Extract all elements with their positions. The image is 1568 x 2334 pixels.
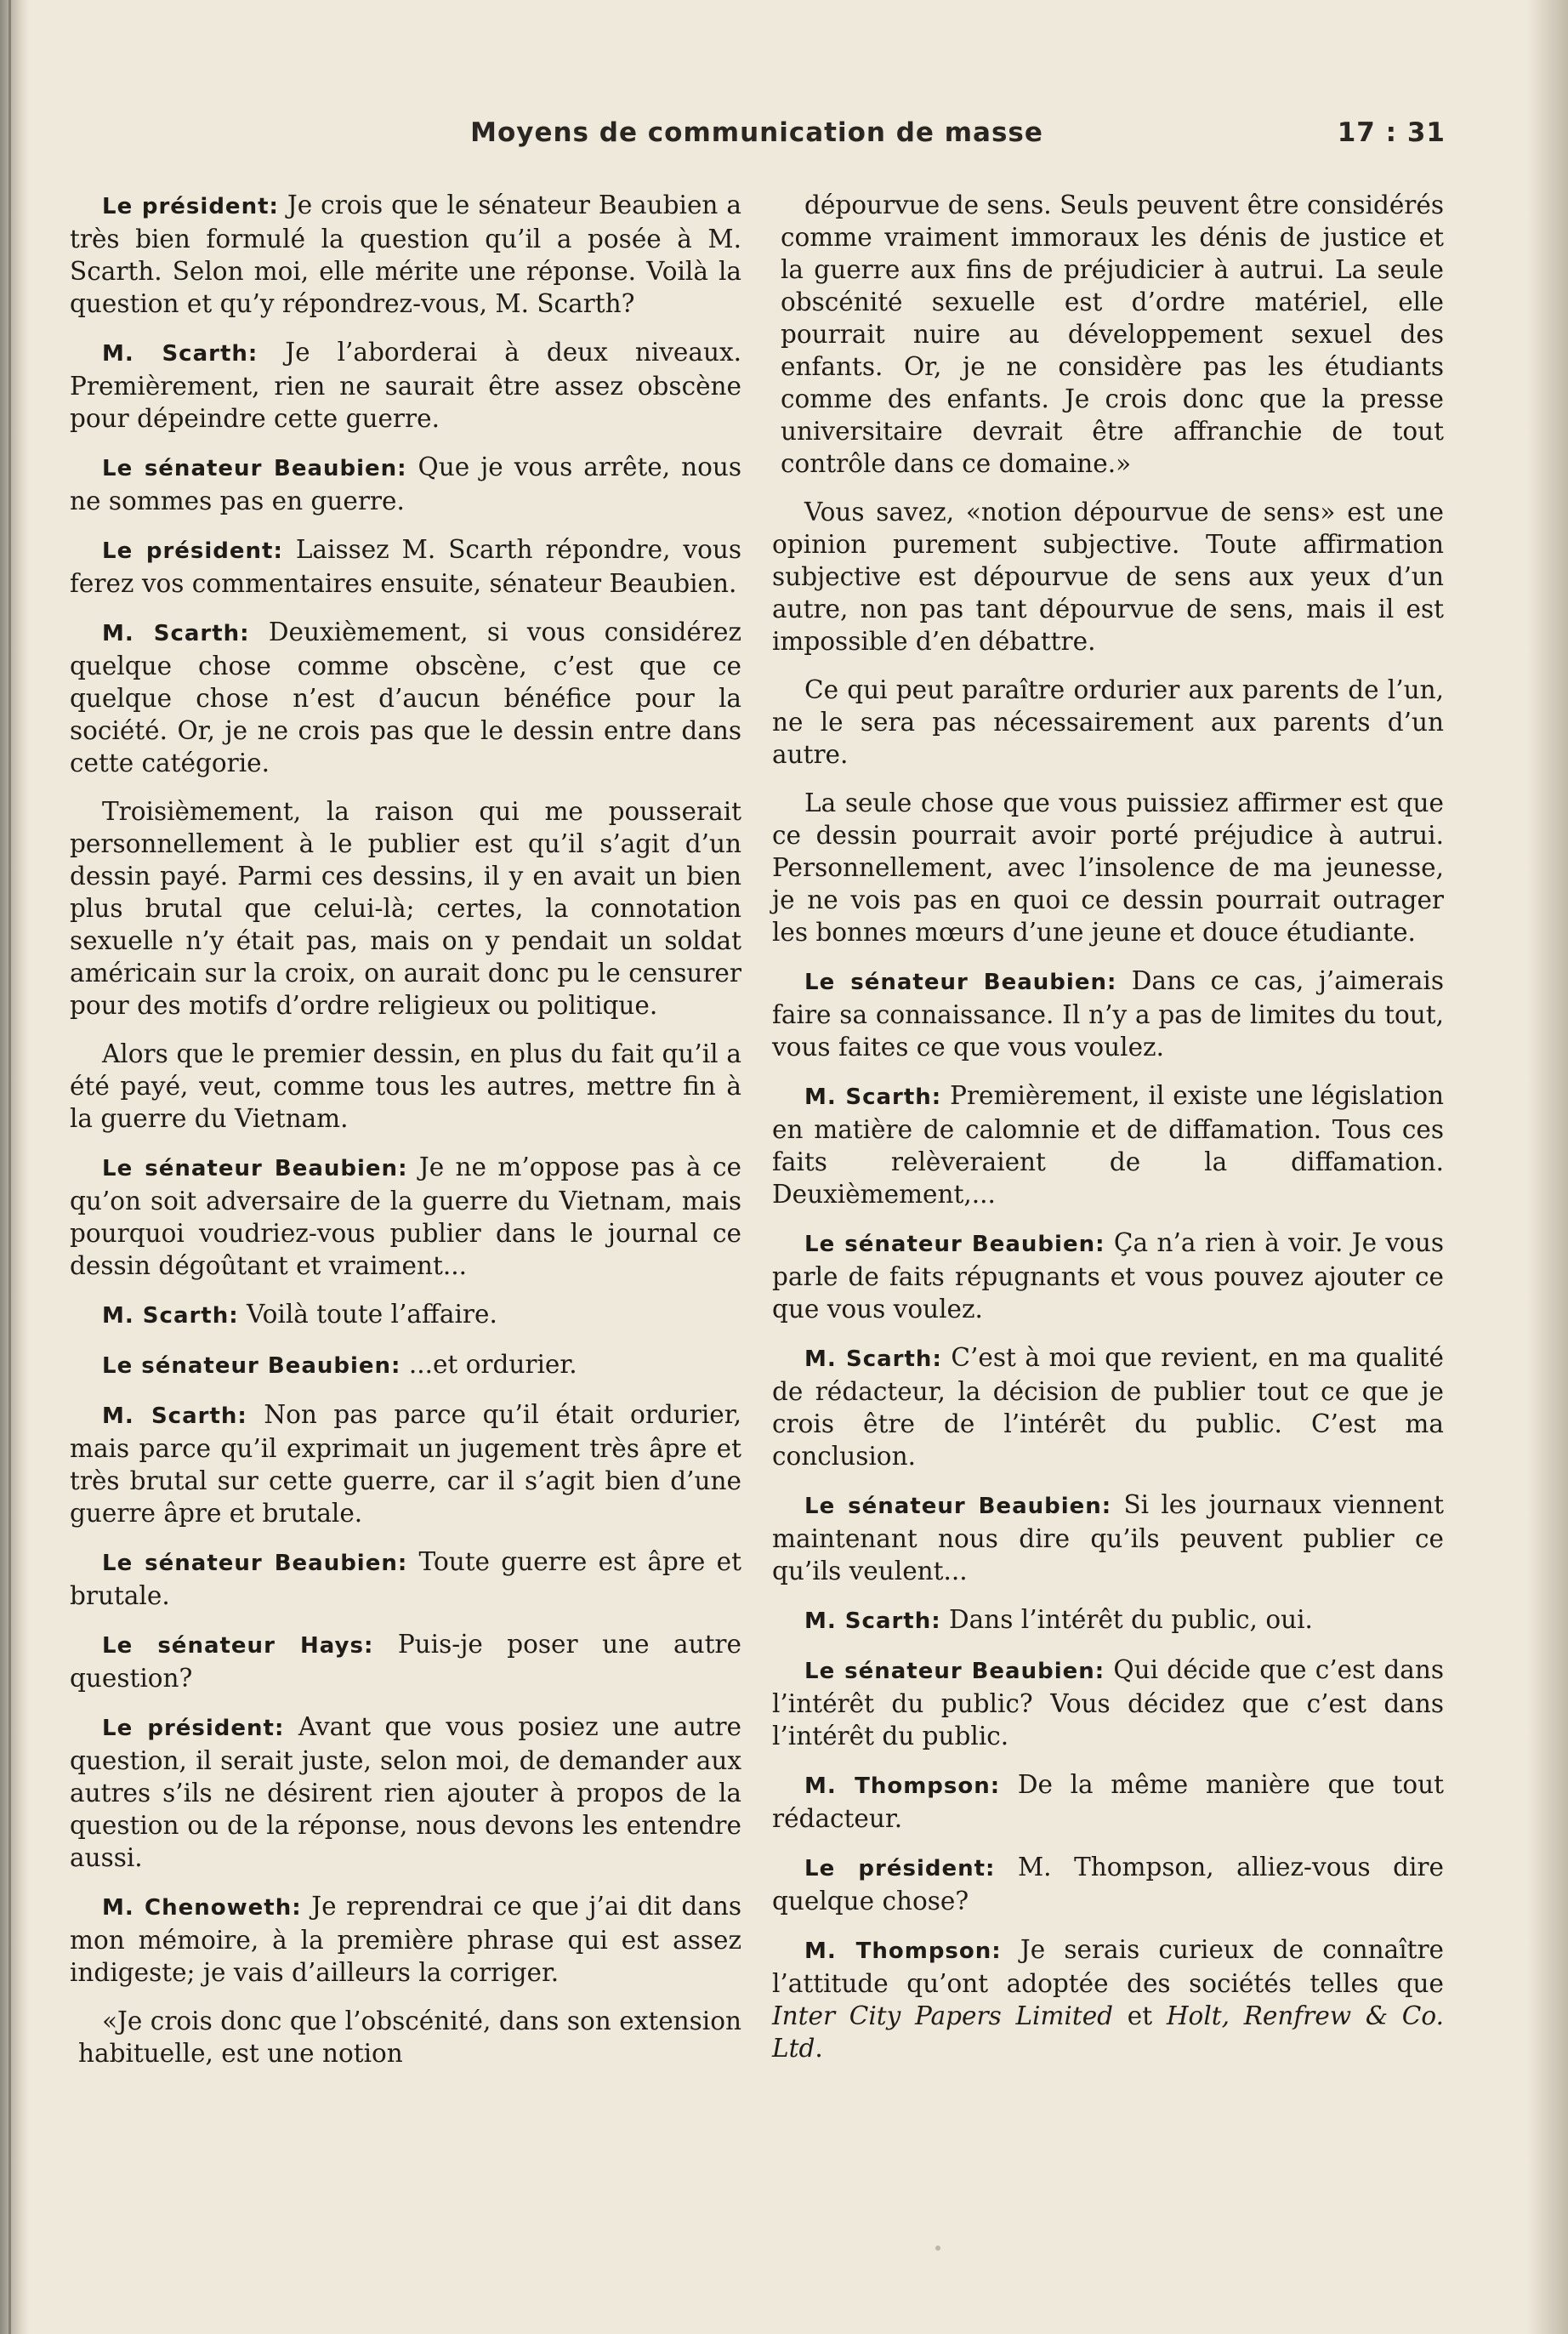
paragraph-text: Je crois que le sénateur Beaubien a très bien formulé la question qu’il a posée à M. Scarth. Selon moi, elle mérite une réponse. Voilà la question et qu’y répondrez-vous, M. Scarth? — [70, 191, 741, 318]
header-title: Moyens de communication de masse — [470, 117, 1043, 148]
paragraph-text: Je ne m’oppose pas à ce qu’on soit adversaire de la guerre du Vietnam, mais pourquoi voudriez-vous publier dans le journal ce dessin dégoûtant et vraiment... — [70, 1153, 741, 1280]
dialogue-paragraph — [70, 336, 741, 435]
dialogue-paragraph — [70, 1628, 741, 1694]
paragraph-text: ...et ordurier. — [401, 1350, 577, 1379]
paragraph-text: Dans l’intérêt du public, oui. — [940, 1605, 1313, 1634]
company-name: Holt, Renfrew & Co. Ltd — [772, 2001, 1444, 2063]
paragraph-text: Troisièmement, la raison qui me pousserait personnellement à le publier est qu’il s’agit d’un dessin payé. Parmi ces dessins, il y en avait un bien plus brutal que celui-là; certes, la connotation sexuelle n’y était pas, mais on y pendait un soldat américain sur la croix, on aurait donc pu le censurer pour des motifs d’ordre religieux ou politique. — [70, 797, 741, 1020]
speaker-label: Le sénateur Beaubien: — [804, 1494, 1112, 1519]
paragraph-text: M. Thompson, alliez-vous dire quelque chose? — [772, 1853, 1444, 1916]
speaker-label: Le président: — [804, 1856, 996, 1881]
speaker-label: M. Scarth: — [102, 1403, 247, 1429]
paragraph-text: Non pas parce qu’il était ordurier, mais parce qu’il exprimait un jugement très âpre et très brutal sur cette guerre, car il s’agit bien d’une guerre âpre et brutale. — [70, 1400, 741, 1528]
dialogue-paragraph — [70, 1398, 741, 1529]
dialogue-paragraph — [70, 1348, 741, 1382]
dialogue-paragraph — [70, 1890, 741, 1989]
dialogue-paragraph — [70, 1546, 741, 1612]
speaker-label: Le sénateur Beaubien: — [804, 1659, 1105, 1684]
paragraph — [772, 787, 1444, 948]
paragraph-text: Premièrement, il existe une législation en matière de calomnie et de diffamation. Tous ces faits relèveraient de la diffamation. Deuxièmement,... — [772, 1081, 1444, 1209]
speaker-label: Le président: — [102, 194, 279, 219]
paragraph — [70, 1038, 741, 1135]
paragraph-text: La seule chose que vous puissiez affirmer est que ce dessin pourrait avoir porté préjudice à autrui. Personnellement, avec l’insolence de ma jeunesse, je ne vois pas en quoi ce dessin pourrait outrager les bonnes mœurs d’une jeune et douce étudiante. — [772, 788, 1444, 947]
paragraph-text: Je serais curieux de connaître l’attitude qu’ont adoptée des sociétés telles que — [772, 1935, 1445, 1998]
speaker-label: Le président: — [102, 1716, 285, 1741]
dialogue-paragraph — [772, 1227, 1444, 1325]
quotation-paragraph — [781, 189, 1444, 480]
dialogue-paragraph — [772, 1603, 1444, 1637]
paragraph — [772, 496, 1444, 658]
speaker-label: M. Scarth: — [102, 1303, 239, 1329]
dialogue-paragraph — [70, 189, 741, 320]
paragraph-text: Je l’aborderai à deux niveaux. Premièrement, rien ne saurait être assez obscène pour dépeindre cette guerre. — [70, 338, 741, 433]
running-header — [68, 117, 1446, 160]
paragraph-text: et — [1113, 2001, 1167, 2030]
ink-speck — [935, 2246, 940, 2251]
speaker-label: Le sénateur Beaubien: — [804, 1232, 1105, 1257]
paragraph-text: Alors que le premier dessin, en plus du fait qu’il a été payé, veut, comme tous les autres, mettre fin à la guerre du Vietnam. — [70, 1039, 741, 1133]
dialogue-paragraph — [70, 616, 741, 779]
paragraph-text: C’est à moi que revient, en ma qualité de rédacteur, la décision de publier tout ce que je crois être de l’intérêt du public. C’est ma conclusion. — [772, 1343, 1444, 1471]
speaker-label: Le sénateur Beaubien: — [102, 1551, 408, 1576]
speaker-label: M. Chenoweth: — [102, 1895, 302, 1921]
dialogue-paragraph — [70, 1711, 741, 1874]
paragraph-text: Vous savez, «notion dépourvue de sens» est une opinion purement subjective. Toute affirmation subjective est dépourvue de sens aux yeux d’un autre, non pas tant dépourvue de sens, mais il est impossible d’en débattre. — [772, 498, 1444, 656]
speaker-label: Le sénateur Beaubien: — [804, 970, 1117, 995]
dialogue-paragraph — [772, 1341, 1444, 1472]
dialogue-paragraph — [772, 1079, 1444, 1210]
speaker-label: M. Scarth: — [804, 1346, 942, 1372]
speaker-label: Le président: — [102, 538, 283, 564]
dialogue-paragraph — [772, 1933, 1444, 2064]
speaker-label: Le sénateur Beaubien: — [102, 1156, 408, 1181]
speaker-label: Le sénateur Beaubien: — [102, 456, 407, 481]
quotation-paragraph — [78, 2005, 741, 2069]
speaker-label: M. Scarth: — [804, 1608, 941, 1634]
paragraph-text: Ce qui peut paraître ordurier aux parents de l’un, ne le sera pas nécessairement aux parents d’un autre. — [772, 675, 1444, 769]
dialogue-paragraph — [70, 451, 741, 517]
paragraph — [772, 674, 1444, 771]
paragraph-text: Dans ce cas, j’aimerais faire sa connaissance. Il n’y a pas de limites du tout, vous faites ce que vous voulez. — [772, 966, 1445, 1062]
right-column — [772, 189, 1444, 2081]
paragraph-text: Toute guerre est âpre et brutale. — [70, 1547, 741, 1610]
dialogue-paragraph — [70, 1298, 741, 1332]
paragraph-text: Ça n’a rien à voir. Je vous parle de faits répugnants et vous pouvez ajouter ce que vous voulez. — [772, 1228, 1444, 1324]
paragraph-text: Laissez M. Scarth répondre, vous ferez vos commentaires ensuite, sénateur Beaubien. — [70, 535, 741, 598]
speaker-label: M. Thompson: — [804, 1938, 1002, 1964]
speaker-label: Le sénateur Hays: — [102, 1633, 374, 1659]
paragraph-text: Si les journaux viennent maintenant nous dire qu’ils peuvent publier ce qu’ils veulent... — [772, 1490, 1444, 1585]
book-spine-shadow — [0, 0, 29, 2334]
left-column — [70, 189, 741, 2086]
dialogue-paragraph — [772, 1489, 1444, 1587]
speaker-label: M. Scarth: — [102, 621, 250, 646]
paragraph-text: Deuxièmement, si vous considérez quelque chose comme obscène, c’est que ce quelque chose n’est d’aucun bénéfice pour la société. Or, je ne crois pas que le dessin entre dans cette catégorie. — [70, 618, 741, 777]
paragraph-text: Voilà toute l’affaire. — [238, 1300, 497, 1329]
page-number: 17 : 31 — [1337, 117, 1446, 148]
paragraph-text: Je reprendrai ce que j’ai dit dans mon mémoire, à la première phrase qui est assez indigeste; je vais d’ailleurs la corriger. — [70, 1892, 741, 1987]
dialogue-paragraph — [772, 965, 1444, 1063]
speaker-label: M. Scarth: — [804, 1084, 942, 1110]
paragraph — [70, 795, 741, 1022]
speaker-label: M. Scarth: — [102, 341, 258, 367]
paragraph-text: dépourvue de sens. Seuls peuvent être considérés comme vraiment immoraux les dénis de justice et la guerre aux fins de préjudicier à autrui. La seule obscénité sexuelle est d’ordre matériel, elle pourrait nuire au développement sexuel des enfants. Or, je ne considère pas les étudiants comme des enfants. Je crois donc que la presse universitaire devrait être affranchie de tout contrôle dans ce domaine.» — [781, 191, 1444, 478]
paragraph-text: Avant que vous posiez une autre question, il serait juste, selon moi, de demander aux autres s’ils ne désirent rien ajouter à propos de la question ou de la réponse, nous devons les entendre aussi. — [70, 1712, 742, 1872]
dialogue-paragraph — [70, 1151, 741, 1282]
speaker-label: Le sénateur Beaubien: — [102, 1353, 401, 1379]
dialogue-paragraph — [772, 1851, 1444, 1917]
binding-edge — [9, 0, 11, 2334]
paragraph-text: Qui décide que c’est dans l’intérêt du public? Vous décidez que c’est dans l’intérêt du public. — [772, 1655, 1444, 1750]
page-edge-shadow — [1527, 0, 1568, 2334]
dialogue-paragraph — [772, 1654, 1444, 1752]
paragraph-text: Puis-je poser une autre question? — [70, 1630, 741, 1693]
speaker-label: M. Thompson: — [804, 1773, 1001, 1799]
dialogue-paragraph — [70, 533, 741, 600]
paragraph-text: . — [815, 2034, 823, 2063]
paragraph-text: «Je crois donc que l’obscénité, dans son extension habituelle, est une notion — [78, 2007, 741, 2068]
company-name: Inter City Papers Limited — [772, 2001, 1114, 2030]
paragraph-text: De la même manière que tout rédacteur. — [772, 1770, 1444, 1833]
dialogue-paragraph — [772, 1768, 1444, 1835]
paragraph-text: Que je vous arrête, nous ne sommes pas en guerre. — [70, 453, 741, 515]
